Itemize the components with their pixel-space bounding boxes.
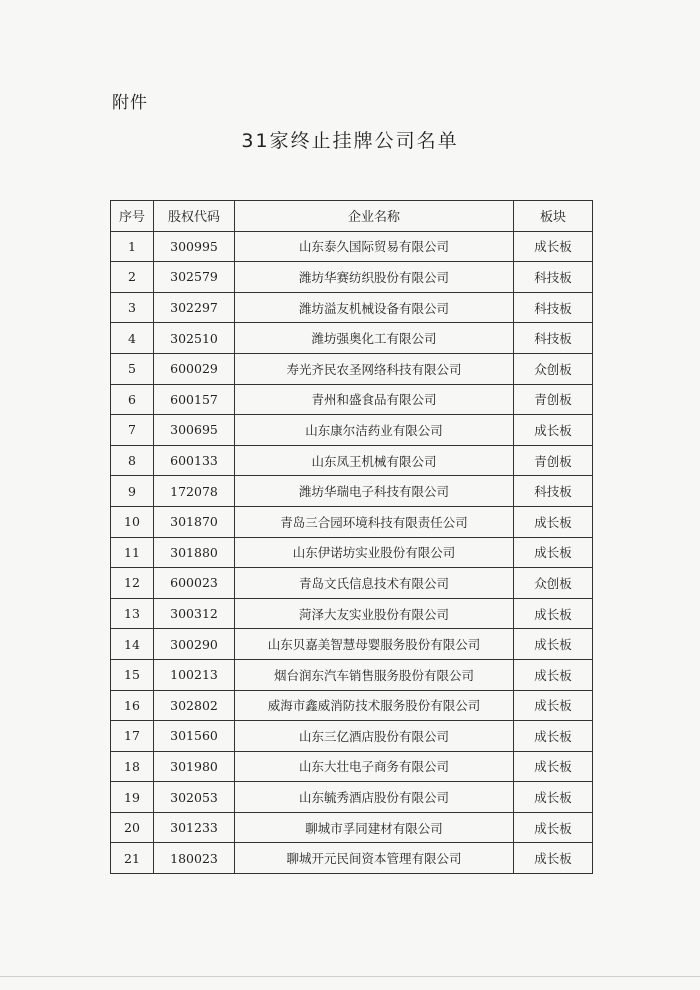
row-board: 成长板 [514, 721, 593, 752]
row-board: 成长板 [514, 598, 593, 629]
row-company-name: 聊城开元民间资本管理有限公司 [235, 843, 514, 874]
table-row [111, 598, 593, 629]
header-code: 股权代码 [154, 201, 235, 232]
row-seq: 6 [111, 384, 154, 415]
row-company-name: 山东凤王机械有限公司 [235, 445, 514, 476]
row-seq: 18 [111, 751, 154, 782]
row-board: 科技板 [514, 292, 593, 323]
row-stock-code: 302053 [154, 782, 235, 813]
row-stock-code: 600157 [154, 384, 235, 415]
row-company-name: 菏泽大友实业股份有限公司 [235, 598, 514, 629]
row-company-name: 青岛文氏信息技术有限公司 [235, 568, 514, 599]
row-board: 成长板 [514, 659, 593, 690]
row-company-name: 潍坊华赛纺织股份有限公司 [235, 262, 514, 293]
row-seq: 10 [111, 506, 154, 537]
row-board: 成长板 [514, 537, 593, 568]
table-row [111, 231, 593, 262]
row-board: 众创板 [514, 568, 593, 599]
row-seq: 5 [111, 353, 154, 384]
row-board: 科技板 [514, 476, 593, 507]
row-board: 成长板 [514, 231, 593, 262]
table-row [111, 629, 593, 660]
row-seq: 12 [111, 568, 154, 599]
row-stock-code: 300312 [154, 598, 235, 629]
table-row [111, 690, 593, 721]
table-row [111, 843, 593, 874]
row-seq: 14 [111, 629, 154, 660]
table-row [111, 415, 593, 446]
table-row [111, 782, 593, 813]
table-row [111, 537, 593, 568]
row-board: 成长板 [514, 629, 593, 660]
row-seq: 20 [111, 812, 154, 843]
row-stock-code: 301880 [154, 537, 235, 568]
row-stock-code: 301233 [154, 812, 235, 843]
table-body [111, 231, 593, 873]
table-row [111, 384, 593, 415]
row-board: 青创板 [514, 445, 593, 476]
row-seq: 3 [111, 292, 154, 323]
row-stock-code: 600133 [154, 445, 235, 476]
row-stock-code: 300695 [154, 415, 235, 446]
row-stock-code: 600029 [154, 353, 235, 384]
row-seq: 11 [111, 537, 154, 568]
row-board: 科技板 [514, 323, 593, 354]
row-board: 成长板 [514, 812, 593, 843]
row-board: 青创板 [514, 384, 593, 415]
table-row [111, 721, 593, 752]
row-board: 成长板 [514, 751, 593, 782]
attachment-label: 附件 [112, 93, 148, 113]
row-seq: 16 [111, 690, 154, 721]
page-bottom-divider [0, 976, 700, 977]
row-company-name: 山东毓秀酒店股份有限公司 [235, 782, 514, 813]
row-company-name: 山东康尔洁药业有限公司 [235, 415, 514, 446]
row-stock-code: 300290 [154, 629, 235, 660]
row-seq: 2 [111, 262, 154, 293]
row-company-name: 山东泰久国际贸易有限公司 [235, 231, 514, 262]
row-seq: 13 [111, 598, 154, 629]
table-header-row [111, 201, 593, 232]
row-board: 成长板 [514, 782, 593, 813]
row-board: 众创板 [514, 353, 593, 384]
row-company-name: 青州和盛食品有限公司 [235, 384, 514, 415]
row-company-name: 潍坊强奥化工有限公司 [235, 323, 514, 354]
row-seq: 21 [111, 843, 154, 874]
row-seq: 1 [111, 231, 154, 262]
row-stock-code: 302297 [154, 292, 235, 323]
row-stock-code: 302802 [154, 690, 235, 721]
delisted-companies-table [110, 200, 593, 874]
row-seq: 8 [111, 445, 154, 476]
row-stock-code: 180023 [154, 843, 235, 874]
row-seq: 19 [111, 782, 154, 813]
row-stock-code: 301560 [154, 721, 235, 752]
row-company-name: 山东贝嘉美智慧母婴服务股份有限公司 [235, 629, 514, 660]
row-company-name: 聊城市孚同建材有限公司 [235, 812, 514, 843]
row-seq: 4 [111, 323, 154, 354]
row-company-name: 山东大壮电子商务有限公司 [235, 751, 514, 782]
document-title: 31家终止挂牌公司名单 [241, 130, 459, 152]
row-stock-code: 301980 [154, 751, 235, 782]
row-company-name: 寿光齐民农圣网络科技有限公司 [235, 353, 514, 384]
row-board: 成长板 [514, 415, 593, 446]
row-stock-code: 172078 [154, 476, 235, 507]
table-row [111, 445, 593, 476]
row-board: 科技板 [514, 262, 593, 293]
row-company-name: 潍坊华瑞电子科技有限公司 [235, 476, 514, 507]
table-row [111, 476, 593, 507]
table-row [111, 812, 593, 843]
row-company-name: 威海市鑫威消防技术服务股份有限公司 [235, 690, 514, 721]
row-stock-code: 600023 [154, 568, 235, 599]
row-stock-code: 301870 [154, 506, 235, 537]
table-row [111, 751, 593, 782]
row-company-name: 潍坊溢友机械设备有限公司 [235, 292, 514, 323]
table-row [111, 353, 593, 384]
row-board: 成长板 [514, 506, 593, 537]
row-company-name: 山东伊诺坊实业股份有限公司 [235, 537, 514, 568]
table-row [111, 262, 593, 293]
row-board: 成长板 [514, 690, 593, 721]
header-company: 企业名称 [235, 201, 514, 232]
table-row [111, 292, 593, 323]
table-row [111, 568, 593, 599]
table-row [111, 659, 593, 690]
row-company-name: 山东三亿酒店股份有限公司 [235, 721, 514, 752]
row-seq: 7 [111, 415, 154, 446]
row-company-name: 烟台润东汽车销售服务股份有限公司 [235, 659, 514, 690]
row-stock-code: 302579 [154, 262, 235, 293]
row-stock-code: 100213 [154, 659, 235, 690]
row-stock-code: 300995 [154, 231, 235, 262]
row-seq: 17 [111, 721, 154, 752]
row-stock-code: 302510 [154, 323, 235, 354]
table-row [111, 323, 593, 354]
row-seq: 15 [111, 659, 154, 690]
header-seq: 序号 [111, 201, 154, 232]
header-board: 板块 [514, 201, 593, 232]
row-board: 成长板 [514, 843, 593, 874]
row-seq: 9 [111, 476, 154, 507]
row-company-name: 青岛三合园环境科技有限责任公司 [235, 506, 514, 537]
table-row [111, 506, 593, 537]
